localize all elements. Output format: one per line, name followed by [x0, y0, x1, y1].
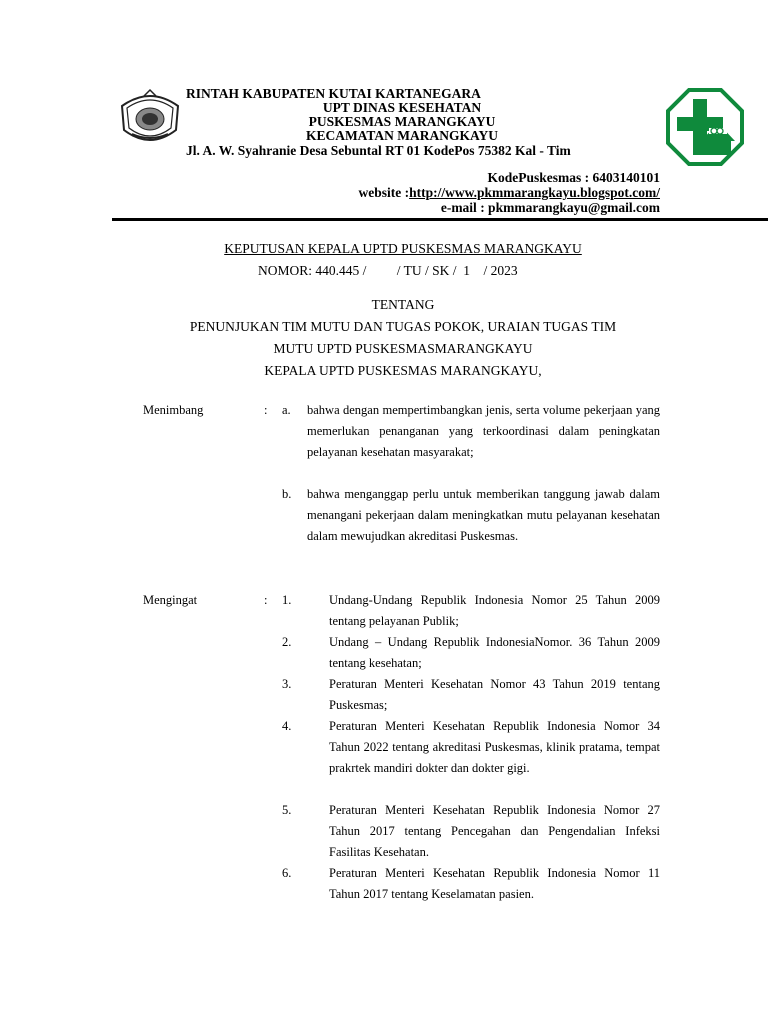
letterhead-rule — [112, 218, 768, 221]
regency-emblem-icon — [118, 86, 182, 150]
email-line: e-mail : pkmmarangkayu@gmail.com — [440, 200, 660, 215]
decree-heading: KEPUTUSAN KEPALA UPTD PUSKESMAS MARANGKAYU — [224, 241, 582, 256]
tentang-heading: TENTANG — [371, 297, 435, 312]
menimbang-colon: : — [264, 403, 268, 417]
website-line — [300, 185, 660, 201]
mengingat-label: Mengingat — [143, 593, 198, 607]
letterhead-line-2: UPT DINAS KESEHATAN — [322, 100, 482, 115]
subject-line-3: KEPALA UPTD PUSKESMAS MARANGKAYU, — [264, 363, 542, 378]
mengingat-marker-3: 3. — [282, 677, 292, 691]
mengingat-item-2: Undang – Undang Republik IndonesiaNomor. 36 Tahun 2009 tentang kesehatan; — [329, 635, 660, 670]
mengingat-item-3: Peraturan Menteri Kesehatan Nomor 43 Tahun 2019 tentang Puskesmas; — [329, 677, 660, 712]
subject-line-1: PENUNJUKAN TIM MUTU DAN TUGAS POKOK, URAIAN TUGAS TIM — [189, 319, 617, 334]
letterhead-line-1: RINTAH KABUPATEN KUTAI KARTANEGARA — [186, 86, 481, 101]
puskesmas-logo — [665, 87, 745, 167]
mengingat-item-5: Peraturan Menteri Kesehatan Republik Indonesia Nomor 27 Tahun 2017 tentang Pencegahan dan Pengendalian Infeksi Fasilitas Kesehatan. — [329, 803, 660, 859]
menimbang-marker-b: b. — [282, 487, 292, 501]
regency-emblem-logo — [118, 86, 182, 150]
mengingat-marker-4: 4. — [282, 719, 292, 733]
mengingat-marker-5: 5. — [282, 803, 292, 817]
puskesmas-logo-icon — [665, 87, 745, 167]
menimbang-item-a: bahwa dengan mempertimbangkan jenis, serta volume pekerjaan yang memerlukan penanganan yang terkoordinasi dalam peningkatan pelayanan kesehatan masyarakat; — [307, 403, 660, 459]
website-link[interactable]: http://www.pkmmarangkayu.blogspot.com/ — [409, 185, 660, 200]
letterhead-line-4: KECAMATAN MARANGKAYU — [305, 128, 499, 143]
mengingat-colon: : — [264, 593, 268, 607]
mengingat-item-1: Undang-Undang Republik Indonesia Nomor 25 Tahun 2009 tentang pelayanan Publik; — [329, 593, 660, 628]
website-label: website : — [358, 185, 410, 200]
menimbang-item-b: bahwa menganggap perlu untuk memberikan tanggung jawab dalam menangani pekerjaan dalam meningkatkan mutu pelayanan kesehatan dalam mewujudkan akreditasi Puskesmas. — [307, 487, 660, 543]
letterhead-line-3: PUSKESMAS MARANGKAYU — [308, 114, 496, 129]
mengingat-marker-2: 2. — [282, 635, 292, 649]
mengingat-marker-6: 6. — [282, 866, 292, 880]
menimbang-label: Menimbang — [143, 403, 204, 417]
subject-line-2: MUTU UPTD PUSKESMASMARANGKAYU — [273, 341, 533, 356]
letterhead-address: Jl. A. W. Syahranie Desa Sebuntal RT 01 KodePos 75382 Kal - Tim — [186, 143, 571, 158]
kode-puskesmas: KodePuskesmas : 6403140101 — [487, 170, 660, 185]
mengingat-marker-1: 1. — [282, 593, 292, 607]
menimbang-marker-a: a. — [282, 403, 291, 417]
decree-number: NOMOR: 440.445 / / TU / SK / 1 / 2023 — [258, 263, 518, 278]
mengingat-item-6: Peraturan Menteri Kesehatan Republik Indonesia Nomor 11 Tahun 2017 tentang Keselamatan pasien. — [329, 866, 660, 901]
mengingat-item-4: Peraturan Menteri Kesehatan Republik Indonesia Nomor 34 Tahun 2022 tentang akreditasi Puskesmas, klinik pratama, tempat prakrtek mandiri dokter dan dokter gigi. — [329, 719, 660, 775]
